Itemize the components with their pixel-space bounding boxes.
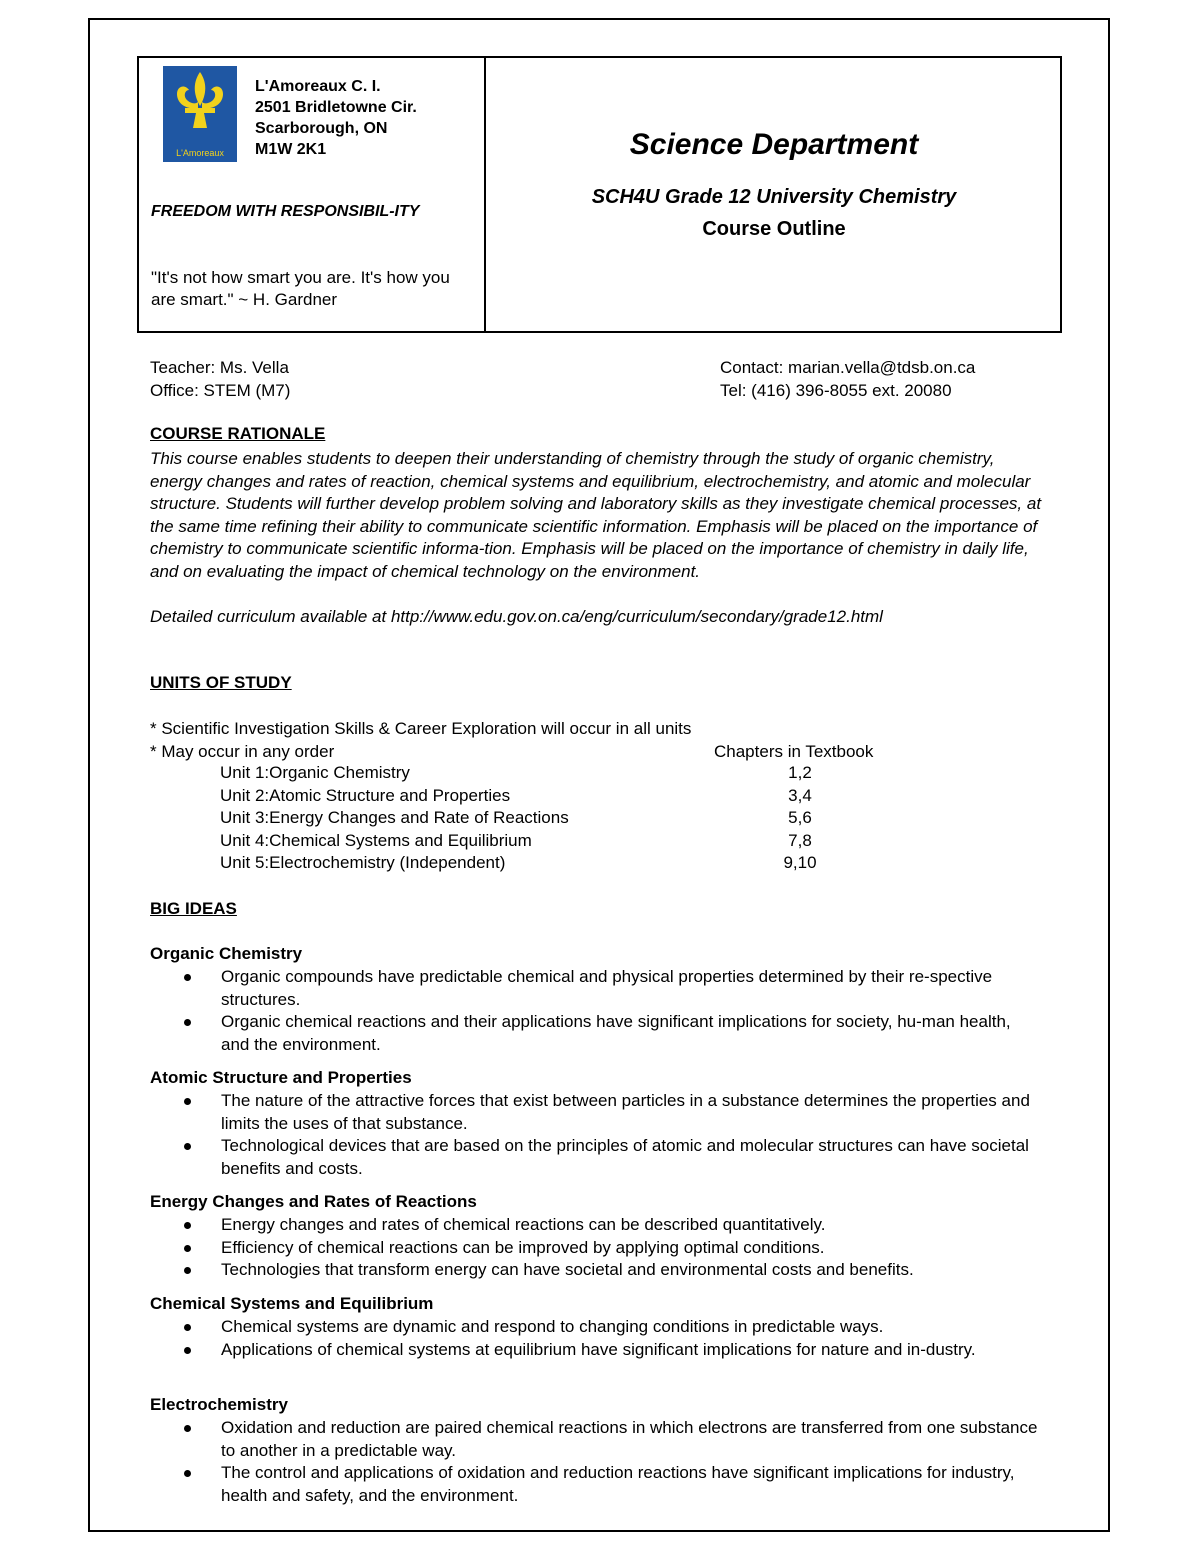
bullet-text: Organic chemical reactions and their applications have significant implications for society, hu-man health, and the environment. [221,1012,1011,1054]
bullet-icon [184,974,191,981]
contact-email[interactable]: Contact: marian.vella@tdsb.on.ca [720,358,976,377]
unit-name: Unit 3:Energy Changes and Rate of Reactions [220,808,569,827]
outline-title: Course Outline [702,218,846,240]
teacher-name: Teacher: Ms. Vella [150,358,289,377]
topic-bullets [150,1417,1040,1507]
chapters-heading: Chapters in Textbook [714,742,874,761]
school-name: L'Amoreaux C. I. [255,78,381,95]
topic-bullets [150,1316,1040,1361]
units-heading: UNITS OF STUDY [150,673,292,692]
bullet-text: The control and applications of oxidation and reduction reactions have significant implications for industry, health and safety, and the environment. [221,1463,1015,1505]
unit-chapters: 3,4 [788,786,812,805]
bullet-item [150,1417,1040,1462]
bullet-icon [184,1347,191,1354]
unit-row [220,853,840,876]
unit-name: Unit 1:Organic Chemistry [220,763,410,782]
school-quote: "It's not how smart you are. It's how you are smart." ~ H. Gardner [151,268,450,309]
unit-chapters: 5,6 [788,808,812,827]
bullet-item [150,1259,1040,1282]
bullet-icon [184,1245,191,1252]
bullet-icon [184,1019,191,1026]
unit-name: Unit 5:Electrochemistry (Independent) [220,853,506,872]
bullet-icon [184,1470,191,1477]
bullet-text: Technological devices that are based on the principles of atomic and molecular structures can have societal benefits and costs. [221,1136,1029,1178]
unit-chapters: 9,10 [783,853,817,872]
contact-phone: Tel: (416) 396-8055 ext. 20080 [720,381,952,400]
topic-heading: Electrochemistry [150,1395,288,1414]
bullet-icon [184,1425,191,1432]
school-logo [163,66,237,162]
school-motto: FREEDOM WITH RESPONSIBIL-ITY [151,203,420,220]
big-ideas-heading: BIG IDEAS [150,899,237,918]
bullet-item [150,1339,1040,1362]
bullet-text: Technologies that transform energy can have societal and environmental costs and benefits. [221,1260,914,1280]
bullet-icon [184,1267,191,1274]
rationale-text-block [150,448,1050,629]
bullet-text: Chemical systems are dynamic and respond to changing conditions in predictable ways. [221,1317,884,1336]
bullet-icon [184,1098,191,1105]
office-location: Office: STEM (M7) [150,381,291,400]
curriculum-link[interactable]: Detailed curriculum available at http://www.edu.gov.on.ca/eng/curriculum/secondary/grade12.html [150,607,883,627]
unit-name: Unit 2:Atomic Structure and Properties [220,786,511,805]
unit-row [220,808,840,831]
topic-heading: Organic Chemistry [150,944,303,963]
course-title: SCH4U Grade 12 University Chemistry [591,186,957,208]
topic-bullets [150,966,1040,1056]
logo-caption: L'Amoreaux [163,144,237,162]
school-postal: M1W 2K1 [255,141,327,158]
bullet-text: Energy changes and rates of chemical reactions can be described quantitatively. [221,1215,826,1234]
department-title: Science Department [629,128,919,161]
topic-heading: Chemical Systems and Equilibrium [150,1294,434,1313]
units-note-all: * Scientific Investigation Skills & Career Exploration will occur in all units [150,719,692,738]
bullet-item [150,1462,1040,1507]
rationale-heading: COURSE RATIONALE [150,424,326,443]
bullet-icon [184,1143,191,1150]
bullet-text: Efficiency of chemical reactions can be improved by applying optimal conditions. [221,1237,825,1257]
bullet-text: Applications of chemical systems at equilibrium have significant implications for nature and in-dustry. [221,1339,976,1359]
bullet-item [150,966,1040,1011]
bullet-item [150,1237,1040,1260]
bullet-text: Organic compounds have predictable chemical and physical properties determined by their re-spective structures. [221,967,993,1009]
unit-name: Unit 4:Chemical Systems and Equilibrium [220,831,532,850]
school-address [255,76,417,160]
unit-chapters: 7,8 [788,831,812,850]
bullet-item [150,1090,1040,1135]
header-box [137,56,1062,333]
units-note-order: * May occur in any order [150,742,335,761]
bullet-item [150,1316,1040,1339]
bullet-icon [184,1222,191,1229]
unit-row [220,786,840,809]
topic-heading: Atomic Structure and Properties [150,1068,412,1087]
topic-bullets [150,1090,1040,1180]
bullet-item [150,1135,1040,1180]
bullet-text: Oxidation and reduction are paired chemical reactions in which electrons are transferred from one substance to another in a predictable way. [221,1418,1038,1460]
unit-row [220,763,840,786]
rationale-text: This course enables students to deepen their understanding of chemistry through the study of organic chemistry, energy changes and rates of reaction, chemical systems and equilibrium, electrochemistry, and atomic and molecular structure. Students will further develop problem solving and laboratory skills as they investigate chemical processes, at the same time refining their ability to communicate scientific information. Emphasis will be placed on the importance of chemistry to communicate scientific informa-tion. Emphasis will be placed on the importance of chemistry in daily life, and on evaluating the impact of chemical technology on the environment. [150,449,1042,581]
fleur-de-lis-icon [163,66,237,144]
bullet-text: The nature of the attractive forces that exist between particles in a substance determines the properties and limits the uses of that substance. [221,1091,1030,1133]
school-city: Scarborough, ON [255,120,388,137]
school-street: 2501 Bridletowne Cir. [255,99,417,116]
topic-bullets [150,1214,1040,1282]
bullet-item [150,1011,1040,1056]
bullet-icon [184,1324,191,1331]
unit-row [220,831,840,854]
unit-chapters: 1,2 [788,763,812,782]
bullet-item [150,1214,1040,1237]
topic-heading: Energy Changes and Rates of Reactions [150,1192,477,1211]
